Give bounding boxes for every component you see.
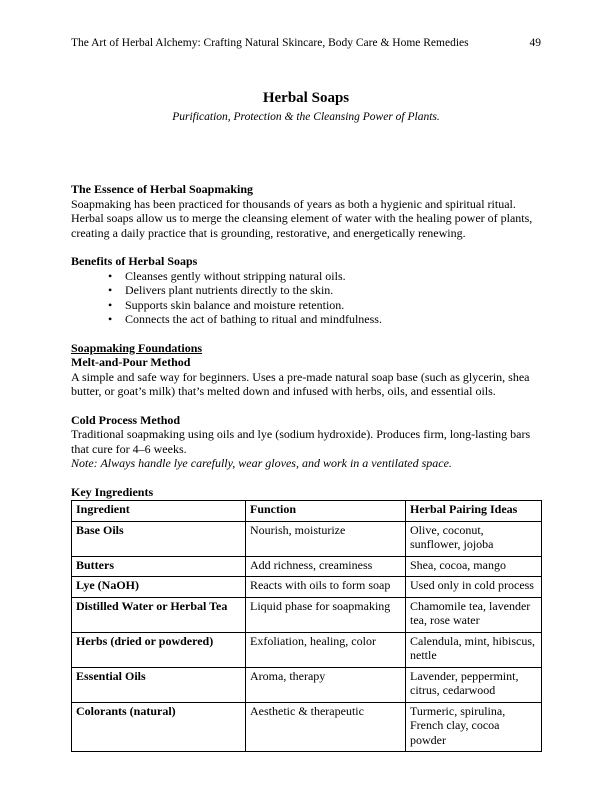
heading-key-ingredients: Key Ingredients [71,484,154,499]
cell-function: Nourish, moisturize [246,521,406,556]
heading-cold-process: Cold Process Method [71,412,181,427]
column-header-function: Function [246,501,406,522]
table-header-row [72,501,542,522]
heading-foundations: Soapmaking Foundations [71,340,203,355]
table-row [72,556,542,577]
title-block [71,89,541,125]
cell-function: Exfoliation, healing, color [246,632,406,667]
benefit-item: • Supports skin balance and moisture retention. [125,298,541,313]
table-row [72,702,542,752]
section-foundations-melt-pour [71,341,541,399]
table-row [72,597,542,632]
cell-ingredient: Base Oils [72,521,246,556]
cell-function: Liquid phase for soapmaking [246,597,406,632]
section-essence [71,182,541,240]
cell-function: Aroma, therapy [246,667,406,702]
page-subtitle: Purification, Protection & the Cleansing Power of Plants. [172,110,440,123]
cell-ingredient: Herbs (dried or powdered) [72,632,246,667]
cell-function: Reacts with oils to form soap [246,577,406,598]
benefits-list [71,269,541,327]
table-row [72,632,542,667]
cell-ingredient: Lye (NaOH) [72,577,246,598]
benefit-item: • Connects the act of bathing to ritual and mindfulness. [125,312,541,327]
cell-function: Add richness, creaminess [246,556,406,577]
table-row [72,521,542,556]
paragraph-melt-and-pour: A simple and safe way for beginners. Uses a pre-made natural soap base (such as glycerin, shea butter, or goat’s milk) that’s melted down and infused with herbs, oils, and essential oils. [71,369,530,398]
section-benefits [71,254,541,327]
heading-benefits: Benefits of Herbal Soaps [71,254,198,268]
column-header-pairing: Herbal Pairing Ideas [406,501,542,522]
table-row [72,667,542,702]
cell-pairing: Chamomile tea, lavender tea, rose water [406,597,542,632]
paragraph-cold-process: Traditional soapmaking using oils and lye (sodium hydroxide). Produces firm, long-lasting bars that cure for 4–6 weeks. [71,427,531,456]
cell-pairing: Calendula, mint, hibiscus, nettle [406,632,542,667]
cell-pairing: Shea, cocoa, mango [406,556,542,577]
page-number: 49 [529,37,541,49]
table-row [72,577,542,598]
section-cold-process [71,413,541,471]
running-header-title: The Art of Herbal Alchemy: Crafting Natural Skincare, Body Care & Home Remedies [71,37,469,49]
benefit-item: • Cleanses gently without stripping natural oils. [125,269,541,284]
heading-melt-and-pour: Melt-and-Pour Method [71,355,191,369]
paragraph-essence: Soapmaking has been practiced for thousands of years as both a hygienic and spiritual ritual. Herbal soaps allow us to merge the cleansing element of water with the healing power of plants, creating a daily practice that is grounding, restorative, and energetically renewing. [71,196,533,240]
running-header [71,36,541,51]
cell-function: Aesthetic & therapeutic [246,702,406,752]
note-lye-safety: Note: Always handle lye carefully, wear gloves, and work in a ventilated space. [71,456,452,470]
section-key-ingredients [71,485,541,753]
cell-pairing: Lavender, peppermint, citrus, cedarwood [406,667,542,702]
column-header-ingredient: Ingredient [72,501,246,522]
cell-ingredient: Butters [72,556,246,577]
cell-pairing: Used only in cold process [406,577,542,598]
document-content [71,182,541,752]
cell-ingredient: Essential Oils [72,667,246,702]
key-ingredients-table [71,500,542,752]
cell-ingredient: Colorants (natural) [72,702,246,752]
cell-pairing: Turmeric, spirulina, French clay, cocoa powder [406,702,542,752]
cell-pairing: Olive, coconut, sunflower, jojoba [406,521,542,556]
benefit-item: • Delivers plant nutrients directly to the skin. [125,283,541,298]
cell-ingredient: Distilled Water or Herbal Tea [72,597,246,632]
heading-essence: The Essence of Herbal Soapmaking [71,182,254,196]
page-title: Herbal Soaps [262,89,350,106]
